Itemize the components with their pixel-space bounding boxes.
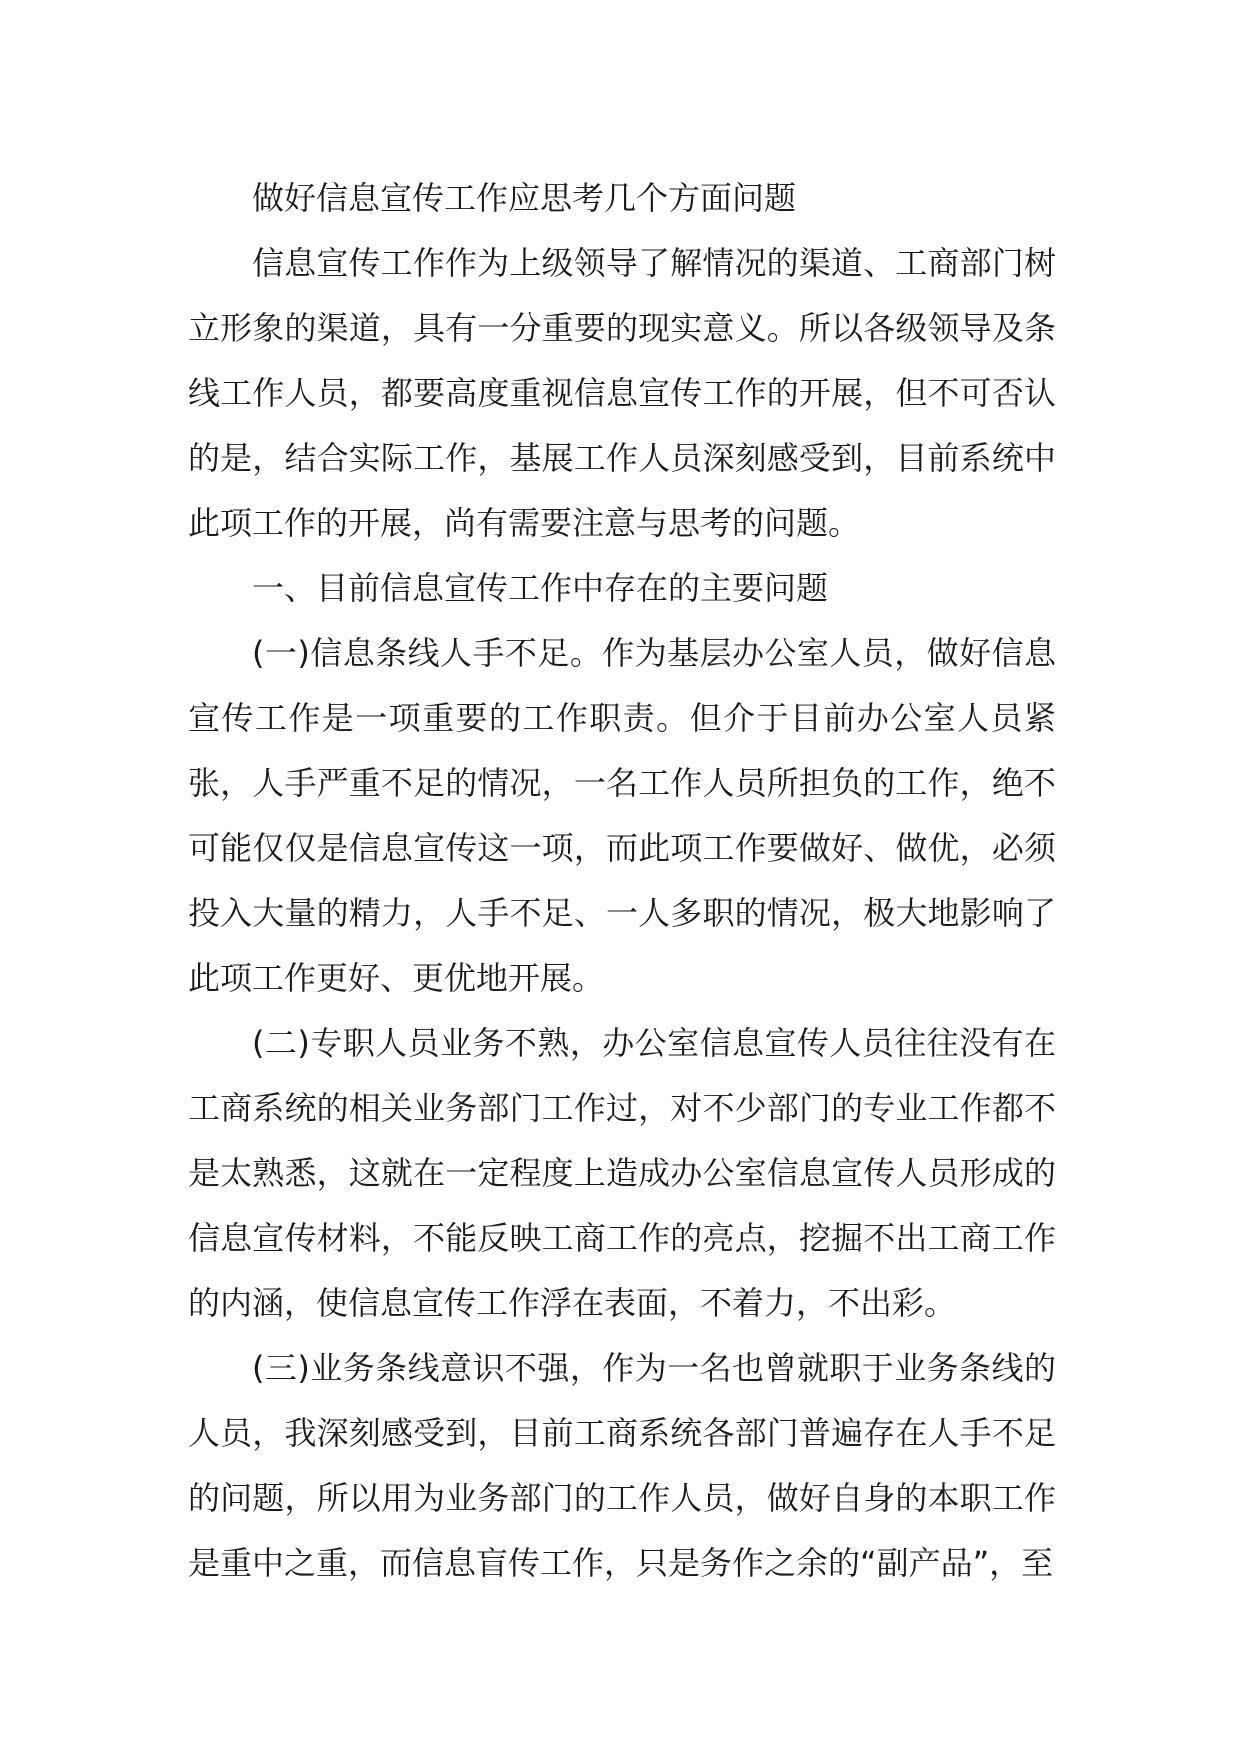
paragraph-item-3: (三)业务条线意识不强，作为一名也曾就职于业务条线的人员，我深刻感受到，目前工商系统各部门普遍存在人手不足的问题，所以用为业务部门的工作人员，做好自身的本职工作是重中之重，而信息盲传工作，只是务作之余的“副产品”，至: [188, 1349, 1056, 1582]
section-heading-1: 一、目前信息宣传工作中存在的主要问题: [252, 569, 829, 607]
paragraph-item-2: (二)专职人员业务不熟，办公室信息宣传人员往往没有在工商系统的相关业务部门工作过，对不少部门的专业工作都不是太熟悉，这就在一定程度上造成办公室信息宣传人员形成的信息宣传材料，不能反映工商工作的亮点，挖掘不出工商工作的内涵，使信息宣传工作浮在表面，不着力，不出彩。: [188, 1024, 1056, 1322]
document-body: [188, 166, 1056, 1596]
paragraph-item-1: (一)信息条线人手不足。作为基层办公室人员，做好信息宣传工作是一项重要的工作职责。但介于目前办公室人员紧张，人手严重不足的情况，一名工作人员所担负的工作，绝不可能仅仅是信息宣传这一项，而此项工作要做好、做优，必须投入大量的精力，人手不足、一人多职的情况，极大地影响了此项工作更好、更优地开展。: [188, 634, 1056, 997]
paragraph-intro: 信息宣传工作作为上级领导了解情况的渠道、工商部门树立形象的渠道，具有一分重要的现实意义。所以各级领导及条线工作人员，都要高度重视信息宣传工作的开展，但不可否认的是，结合实际工作，基展工作人员深刻感受到，目前系统中此项工作的开展，尚有需要注意与思考的问题。: [188, 244, 1056, 542]
document-title: 做好信息宣传工作应思考几个方面问题: [252, 179, 797, 217]
